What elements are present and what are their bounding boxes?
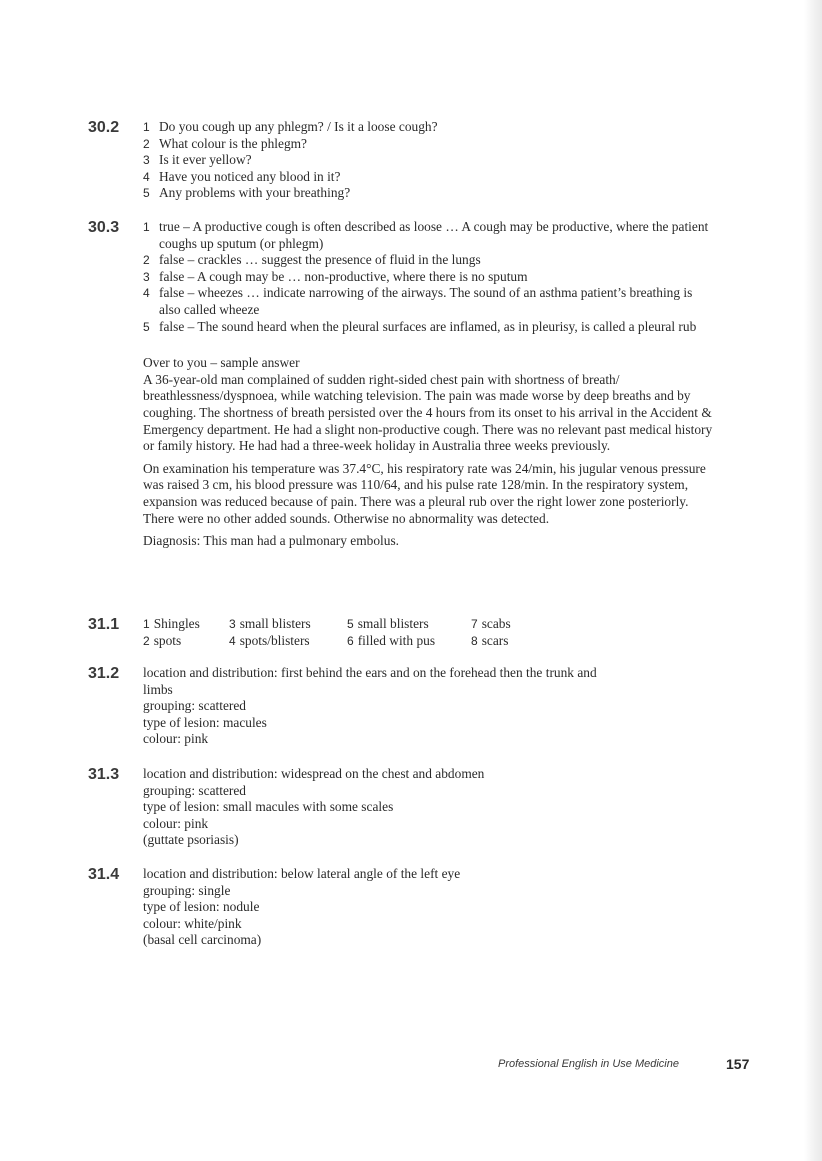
answer-line: type of lesion: nodule bbox=[143, 899, 260, 915]
item-number: 4 bbox=[143, 169, 150, 184]
item-text: Have you noticed any blood in it? bbox=[159, 168, 341, 184]
answer-item bbox=[143, 616, 200, 633]
item-number: 8 bbox=[471, 634, 478, 648]
answer-item bbox=[229, 633, 310, 650]
item-text: small blisters bbox=[357, 616, 429, 631]
answer-item bbox=[143, 169, 713, 186]
item-text: spots bbox=[153, 633, 182, 648]
item-number: 5 bbox=[143, 186, 150, 201]
item-text: scars bbox=[481, 633, 509, 648]
answer-item bbox=[143, 319, 713, 336]
item-text: scabs bbox=[481, 616, 511, 631]
item-number: 7 bbox=[471, 617, 478, 631]
item-text: What colour is the phlegm? bbox=[159, 135, 307, 151]
item-text: false – wheezes … indicate narrowing of the airways. The sound of an asthma patient’s breathing is also called wheeze bbox=[159, 285, 693, 317]
item-number: 2 bbox=[143, 136, 150, 151]
item-number: 6 bbox=[347, 634, 354, 648]
section-number: 31.1 bbox=[88, 616, 120, 633]
answer-line: type of lesion: macules bbox=[143, 714, 267, 730]
answer-line: location and distribution: first behind the ears and on the forehead then the trunk and limbs bbox=[143, 665, 597, 697]
item-text: Shingles bbox=[153, 616, 200, 631]
answer-line: colour: pink bbox=[143, 731, 209, 747]
examination-paragraph: On examination his temperature was 37.4°C, his respiratory rate was 24/min, his jugular venous pressure was raised 3 cm, his blood pressure was 110/64, and his pulse rate 128/min. In the respiratory system, expansion was reduced because of pain. There was a pleural rub over the right lower zone posteriorly. There were no other added sounds. Otherwise no abnormality was detected. bbox=[143, 460, 706, 526]
section-number: 31.4 bbox=[88, 866, 120, 883]
answer-line: colour: white/pink bbox=[143, 915, 242, 931]
answer-item bbox=[471, 616, 511, 633]
item-text: Is it ever yellow? bbox=[159, 152, 252, 168]
item-number: 3 bbox=[229, 617, 236, 631]
item-text: Do you cough up any phlegm? / Is it a loose cough? bbox=[159, 119, 438, 134]
item-number: 3 bbox=[143, 269, 150, 284]
answer-item bbox=[143, 252, 713, 269]
section-body bbox=[143, 219, 713, 550]
sample-answer-paragraph: A 36-year-old man complained of sudden right-sided chest pain with shortness of breath/ breathlessness/dyspnoea, while watching television. The pain was made worse by deep breaths and by coughing. The shortness of breath persisted over the 4 hours from its onset to his arrival in the Accident & Emergency department. He had a slight non-productive cough. There was no relevant past medical history or family history. He had had a three-week holiday in Australia three weeks previously. bbox=[143, 371, 713, 454]
answer-line: grouping: scattered bbox=[143, 782, 246, 798]
answer-line: (guttate psoriasis) bbox=[143, 832, 239, 848]
item-text: true – A productive cough is often described as loose … A cough may be productive, where the patient coughs up sputum (or phlegm) bbox=[159, 219, 709, 251]
section-body bbox=[143, 119, 713, 202]
section-body bbox=[143, 665, 623, 748]
section-number: 31.3 bbox=[88, 766, 120, 783]
section-body bbox=[143, 616, 713, 650]
section-number: 31.2 bbox=[88, 665, 120, 682]
answer-item bbox=[229, 616, 311, 633]
answer-line: (basal cell carcinoma) bbox=[143, 932, 262, 948]
page-number: 157 bbox=[726, 1056, 750, 1072]
item-text: false – A cough may be … non-productive, where there is no sputum bbox=[159, 268, 528, 284]
answer-line: location and distribution: widespread on the chest and abdomen bbox=[143, 766, 485, 781]
item-text: false – crackles … suggest the presence of fluid in the lungs bbox=[159, 252, 481, 268]
item-number: 1 bbox=[143, 220, 150, 234]
item-text: false – The sound heard when the pleural surfaces are inflamed, as in pleurisy, is called a pleural rub bbox=[159, 318, 697, 334]
item-number: 5 bbox=[143, 319, 150, 334]
answer-item bbox=[471, 633, 508, 650]
answer-item bbox=[143, 269, 713, 286]
item-number: 1 bbox=[143, 617, 150, 631]
answer-item bbox=[143, 285, 713, 318]
answer-item bbox=[143, 633, 181, 650]
item-text: small blisters bbox=[239, 616, 311, 631]
item-text: Any problems with your breathing? bbox=[159, 185, 351, 201]
answer-line: colour: pink bbox=[143, 815, 209, 831]
item-number: 3 bbox=[143, 153, 150, 168]
item-number: 4 bbox=[143, 286, 150, 301]
item-number: 2 bbox=[143, 253, 150, 268]
book-title: Professional English in Use Medicine bbox=[498, 1058, 679, 1070]
answer-item bbox=[143, 185, 713, 202]
answer-grid bbox=[143, 616, 713, 650]
section-number: 30.3 bbox=[88, 219, 120, 236]
item-number: 1 bbox=[143, 120, 150, 134]
answer-item bbox=[143, 152, 713, 169]
page-edge-shadow bbox=[804, 0, 822, 1161]
answer-line: grouping: scattered bbox=[143, 698, 246, 714]
answer-item bbox=[143, 136, 713, 153]
section-body bbox=[143, 766, 713, 849]
section-number: 30.2 bbox=[88, 119, 120, 136]
item-text: spots/blisters bbox=[239, 633, 310, 648]
item-number: 5 bbox=[347, 617, 354, 631]
answer-item bbox=[143, 119, 713, 136]
answer-line: location and distribution: below lateral angle of the left eye bbox=[143, 866, 461, 881]
item-text: filled with pus bbox=[357, 633, 436, 648]
answer-line: grouping: single bbox=[143, 882, 231, 898]
diagnosis-text: Diagnosis: This man had a pulmonary embolus. bbox=[143, 533, 400, 549]
item-number: 2 bbox=[143, 634, 150, 648]
answer-item bbox=[347, 633, 435, 650]
item-number: 4 bbox=[229, 634, 236, 648]
section-body bbox=[143, 866, 713, 949]
answer-item bbox=[347, 616, 429, 633]
over-to-you-heading: Over to you – sample answer bbox=[143, 355, 300, 371]
answer-line: type of lesion: small macules with some scales bbox=[143, 799, 394, 815]
answer-item bbox=[143, 219, 713, 252]
